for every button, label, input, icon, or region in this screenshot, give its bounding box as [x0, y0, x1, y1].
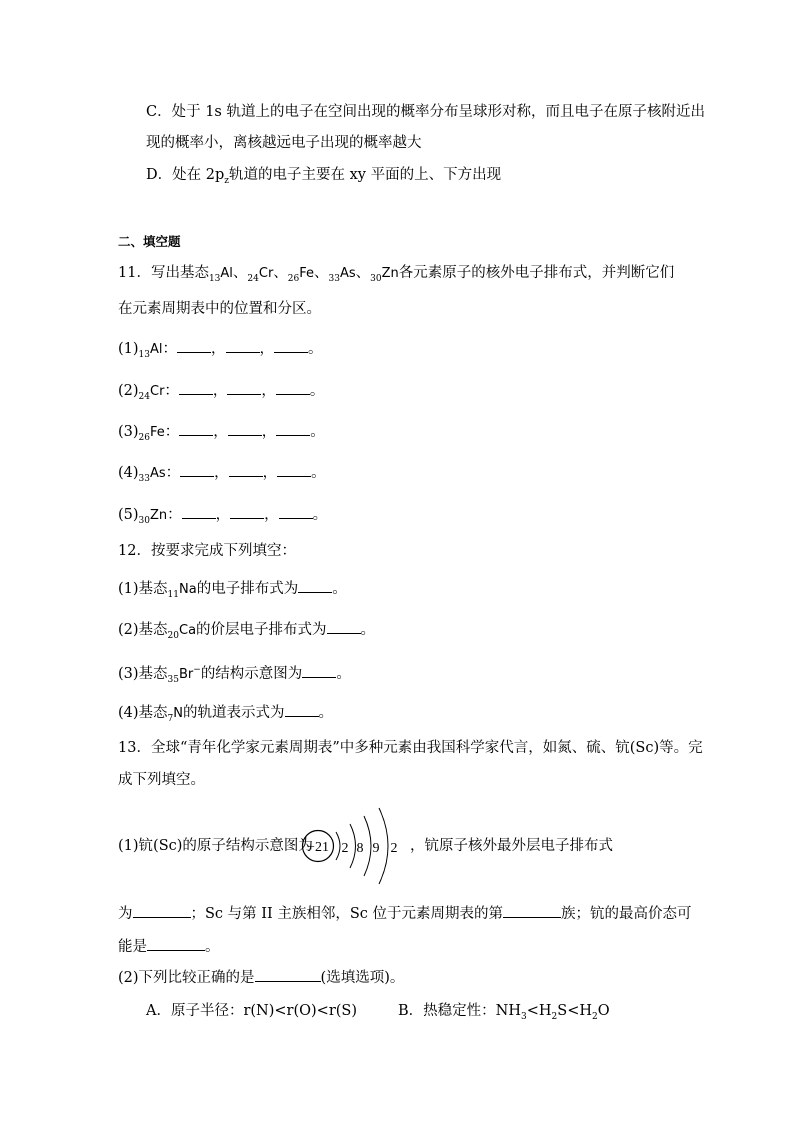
period: 。	[310, 424, 325, 440]
text: 能是	[118, 939, 147, 955]
q11-e3-s: Fe	[299, 266, 315, 281]
text: S<H	[557, 1003, 592, 1019]
shell-count-1: 2	[341, 841, 349, 856]
colon: ：	[165, 465, 181, 481]
q12-s: Br	[179, 666, 194, 682]
q12-s: N	[173, 706, 184, 721]
q13-p1-pre: (1)钪(Sc)的原子结构示意图为	[118, 838, 313, 854]
answer-blank[interactable]	[226, 338, 260, 353]
item-z: 13	[138, 350, 150, 360]
q12-pre: (2)基态	[118, 622, 168, 638]
answer-blank[interactable]	[298, 578, 332, 593]
period: 。	[332, 581, 347, 597]
shell-arc-4	[379, 808, 388, 884]
comma: ，	[261, 383, 276, 399]
q11-e5-s: Zn	[381, 266, 399, 281]
item-num: (3)	[118, 424, 139, 440]
option-c-line1: C．处于 1s 轨道上的电子在空间出现的概率分布呈球形对称，而且电子在原子核附近出	[146, 104, 705, 120]
section-title: 二、填空题	[118, 234, 181, 249]
item-num: (2)	[118, 383, 139, 399]
answer-blank[interactable]	[229, 462, 263, 477]
q12-post: 的轨道表示式为	[183, 705, 285, 721]
q13-p2	[118, 967, 404, 988]
q11-e2-s: Cr	[258, 266, 274, 281]
option-c-line2: 现的概率小，离核越远电子出现的概率越大	[146, 135, 422, 151]
q11-item-1	[118, 338, 323, 361]
q12-z: 7	[167, 714, 174, 724]
answer-blank[interactable]	[276, 380, 310, 395]
q12-pre: (1)基态	[118, 581, 168, 597]
q11-item-3	[118, 421, 325, 444]
subscript: 2	[592, 1012, 598, 1022]
option-d-post: 轨道的电子主要在 xy 平面的上、下方出现	[229, 167, 502, 183]
q12-post: 的电子排布式为	[196, 581, 299, 597]
q11-e1-s: Al	[220, 266, 233, 281]
q12-z: 20	[167, 631, 179, 641]
subscript: 2	[551, 1012, 558, 1022]
q12-pre: (3)基态	[118, 665, 168, 682]
answer-blank[interactable]	[503, 903, 561, 918]
q11-item-2	[118, 380, 324, 403]
q11-post: 各元素原子的核外电子排布式，并判断它们	[398, 265, 675, 281]
q12-s: Ca	[179, 623, 197, 638]
answer-blank[interactable]	[147, 936, 205, 951]
answer-blank[interactable]	[302, 663, 336, 678]
answer-blank[interactable]	[182, 504, 216, 519]
shell-count-2: 8	[356, 841, 364, 856]
q11-line1	[118, 263, 674, 285]
shell-arc-3	[364, 816, 371, 876]
comma: ，	[213, 424, 228, 440]
answer-blank[interactable]	[255, 967, 321, 982]
q12-post: 的结构示意图为	[200, 665, 303, 682]
q13-line-blanks	[118, 903, 692, 924]
answer-blank[interactable]	[276, 421, 310, 436]
text: B．热稳定性：NH	[398, 1003, 521, 1019]
q11-line2: 在元素周期表中的位置和分区。	[118, 301, 321, 317]
period: 。	[309, 383, 325, 399]
answer-blank[interactable]	[180, 462, 214, 477]
q11-sep: 、	[355, 265, 371, 281]
answer-blank[interactable]	[285, 702, 319, 717]
q11-e1-z: 13	[208, 274, 221, 284]
comma: ，	[211, 341, 226, 357]
item-z: 24	[138, 392, 150, 402]
shell-arc-2	[350, 824, 356, 868]
q12-post: 的价层电子排布式为	[196, 622, 327, 638]
answer-blank[interactable]	[179, 380, 213, 395]
q11-pre: 11．写出基态	[118, 265, 209, 281]
option-d-pre: D．处在 2p	[146, 167, 225, 183]
comma: ，	[264, 507, 279, 523]
answer-blank[interactable]	[227, 380, 261, 395]
q12-sup: −	[193, 665, 201, 675]
answer-blank[interactable]	[230, 504, 264, 519]
q11-sep: 、	[314, 265, 329, 281]
item-s: As	[150, 466, 166, 481]
q12-pre: (4)基态	[118, 705, 168, 721]
text: (选填选项)。	[320, 970, 405, 986]
q11-e4-s: As	[339, 266, 356, 281]
item-z: 30	[138, 516, 150, 526]
shell-count-3: 9	[372, 841, 380, 856]
colon: ：	[167, 507, 182, 523]
item-num: (1)	[118, 341, 139, 357]
q12-s: Na	[179, 582, 197, 597]
text: 族；钪的最高价态可	[561, 906, 692, 922]
subscript: 3	[521, 1012, 527, 1022]
answer-blank[interactable]	[277, 462, 311, 477]
item-s: Zn	[150, 508, 168, 523]
text: 为	[118, 906, 133, 922]
q12-item-3	[118, 660, 351, 686]
q11-e5-z: 30	[370, 274, 382, 284]
colon: ：	[164, 383, 179, 399]
nucleus-label: +21	[307, 840, 329, 855]
answer-blank[interactable]	[279, 504, 313, 519]
item-z: 26	[138, 433, 150, 443]
q13-line2: 成下列填空。	[118, 772, 205, 788]
q13-line-blanks-2	[118, 936, 220, 957]
comma: ，	[262, 465, 278, 481]
text: 。	[205, 939, 220, 955]
comma: ，	[259, 341, 275, 357]
q11-sep: 、	[273, 265, 288, 281]
q11-e4-z: 33	[328, 274, 340, 284]
q13-p1-post: ，钪原子核外最外层电子排布式	[410, 838, 613, 854]
item-s: Al	[150, 342, 163, 357]
q11-item-4	[118, 462, 326, 485]
q13-option-a: A．原子半径：r(N)<r(O)<r(S)	[146, 1003, 358, 1019]
answer-blank[interactable]	[327, 619, 361, 634]
text: O	[597, 1003, 610, 1019]
atom-structure-diagram	[298, 800, 413, 890]
comma: ，	[261, 424, 277, 440]
period: 。	[336, 665, 351, 682]
option-d-sub: z	[224, 176, 229, 186]
answer-blank[interactable]	[228, 421, 262, 436]
period: 。	[360, 622, 376, 638]
comma: ，	[215, 507, 231, 523]
colon: ：	[162, 341, 178, 357]
answer-blank[interactable]	[133, 903, 191, 918]
q13-line1: 13．全球“青年化学家元素周期表”中多种元素由我国科学家代言，如氮、硫、钪(Sc)等。完	[118, 740, 703, 756]
text: ；Sc 与第 II 主族相邻，Sc 位于元素周期表的第	[190, 906, 503, 922]
q11-e3-z: 26	[287, 274, 300, 284]
q11-item-5	[118, 504, 327, 527]
period: 。	[318, 705, 334, 721]
item-num: (4)	[118, 465, 139, 481]
comma: ，	[214, 465, 229, 481]
text: (2)下列比较正确的是	[118, 970, 255, 986]
period: 。	[311, 465, 326, 481]
period: 。	[312, 507, 328, 523]
q12-item-4	[118, 702, 333, 725]
q12-z: 11	[167, 590, 179, 600]
q12-item-1	[118, 578, 347, 601]
answer-blank[interactable]	[179, 421, 213, 436]
item-num: (5)	[118, 507, 139, 523]
item-s: Fe	[150, 425, 165, 440]
q12-item-2	[118, 619, 375, 642]
comma: ，	[212, 383, 228, 399]
option-d	[146, 165, 501, 187]
q12-z: 35	[167, 674, 179, 685]
q11-e2-z: 24	[247, 274, 259, 284]
q13-option-b	[398, 1001, 610, 1023]
item-z: 33	[138, 474, 150, 484]
shell-count-4: 2	[390, 841, 398, 856]
q12-title: 12．按要求完成下列填空：	[118, 543, 296, 559]
answer-blank[interactable]	[274, 338, 308, 353]
answer-blank[interactable]	[177, 338, 211, 353]
colon: ：	[164, 424, 180, 440]
text: <H	[526, 1003, 552, 1019]
q11-sep: 、	[232, 265, 248, 281]
item-s: Cr	[150, 384, 165, 399]
shell-arc-1	[336, 832, 340, 860]
period: 。	[308, 341, 323, 357]
